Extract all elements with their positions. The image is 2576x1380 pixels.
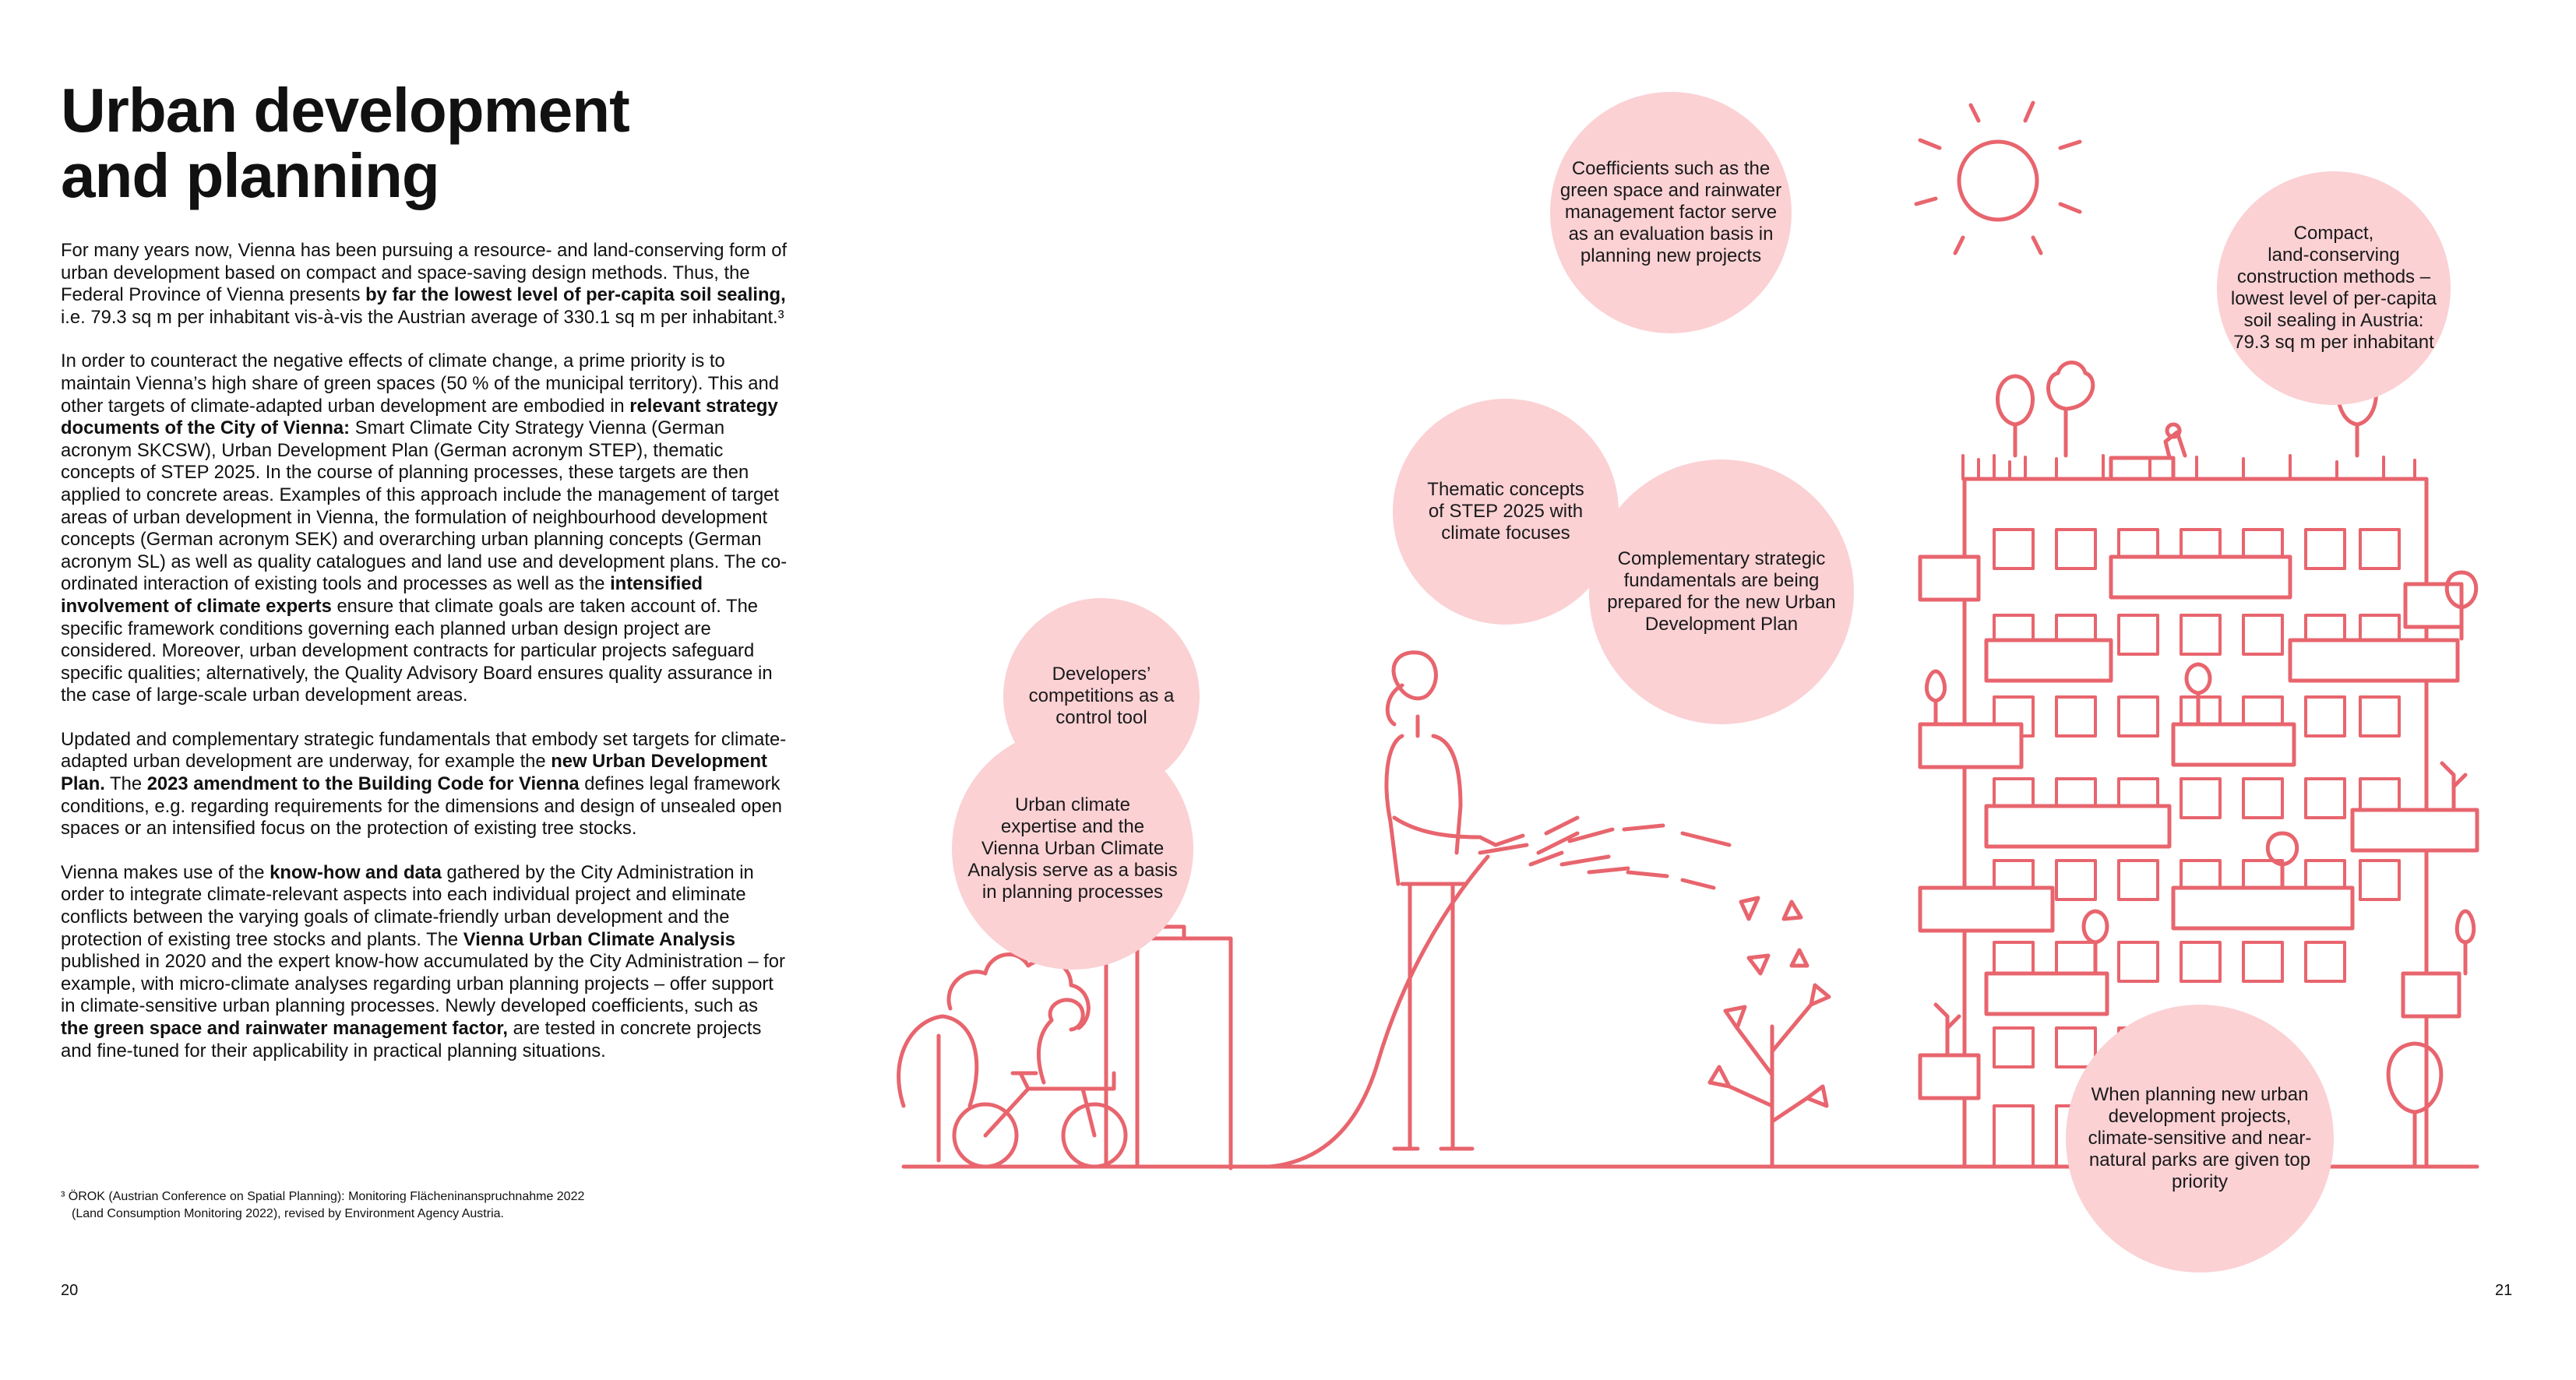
bubble-coefficients bbox=[1550, 92, 1792, 333]
bubble-text: construction methods – bbox=[2236, 266, 2431, 287]
bubble-text: Developers’ bbox=[1052, 664, 1151, 685]
bubble-text: control tool bbox=[1055, 707, 1147, 728]
bubble-text: expertise and the bbox=[1000, 816, 1145, 837]
sun-icon bbox=[1916, 103, 2080, 253]
bubble-text: natural parks are given top bbox=[2088, 1149, 2311, 1171]
text-run: Vienna makes use of the bbox=[61, 861, 270, 883]
text-run: In order to counteract the negative effects of climate change, a prime priority is to maintain Vienna’s high share of green spaces (50 % of the municipal territory). This and other targets of climate-adapted urban development are embodied in bbox=[61, 350, 779, 417]
text-run: defines legal framework conditions, e.g. regarding requirements for the dimensions and design of unsealed open spaces or an intensified focus on the protection of existing tree stocks. bbox=[61, 773, 783, 840]
bubble-text: management factor serve bbox=[1564, 202, 1778, 223]
text-run: ensure that climate goals are taken account of. The specific framework conditions governing each planned urban design project are considered. Moreover, urban development contracts for particular projects safeguard specific qualities; alternatively, the Quality Advisory Board ensures quality assurance in the case of large-scale urban development areas. bbox=[61, 595, 773, 706]
title-line-1: Urban development bbox=[61, 76, 629, 145]
bubble-text: Urban climate bbox=[1014, 794, 1131, 815]
bubble-urban-climate bbox=[952, 728, 1193, 970]
page-number-left: 20 bbox=[61, 1282, 79, 1299]
text-run: Updated and complementary strategic fundamentals that embody set targets for climate-adapted urban development are underway, for example the bbox=[61, 728, 787, 773]
bubble-thematic bbox=[1393, 399, 1619, 625]
bold-text: relevant strategy documents of the City of Vienna: bbox=[61, 395, 778, 439]
footnote-line-1: ³ ÖROK (Austrian Conference on Spatial Planning): Monitoring Flächeninanspruchnahme 2022 bbox=[61, 1190, 585, 1203]
bubble-parks bbox=[2066, 1005, 2334, 1273]
text-run: published in 2020 and the expert know-how accumulated by the City Administration – for example, with micro-climate analyses regarding urban planning projects – offer support in climate-sensitive urban planning processes. Newly developed coefficients, such as bbox=[61, 951, 785, 1017]
paragraph bbox=[61, 240, 788, 329]
bubble-text: climate-sensitive and near- bbox=[2088, 1128, 2312, 1149]
bubble-text: Compact, bbox=[2293, 223, 2374, 244]
bubble-text: soil sealing in Austria: bbox=[2243, 310, 2424, 331]
bubble-text: Coefficients such as the bbox=[1571, 158, 1771, 179]
title-line-2: and planning bbox=[61, 141, 439, 210]
bold-text: new Urban Development Plan. bbox=[61, 751, 767, 795]
bubble-text: fundamentals are being bbox=[1623, 570, 1820, 591]
bubble-text: planning new projects bbox=[1580, 245, 1762, 266]
page-number-right: 21 bbox=[2495, 1282, 2513, 1299]
bubble-text: When planning new urban bbox=[2091, 1084, 2309, 1105]
bubble-text: competitions as a bbox=[1028, 685, 1175, 706]
bubble-text: priority bbox=[2171, 1171, 2228, 1192]
bold-text: 2023 amendment to the Building Code for Vienna bbox=[146, 773, 580, 795]
bubble-text: development projects, bbox=[2108, 1106, 2292, 1127]
text-run: i.e. 79.3 sq m per inhabitant vis-à-vis the Austrian average of 330.1 sq m per inhabitant.³ bbox=[61, 306, 784, 328]
bubble-text: climate focuses bbox=[1441, 523, 1570, 544]
footnote bbox=[61, 1188, 762, 1223]
bubble-text: of STEP 2025 with bbox=[1428, 501, 1584, 522]
paragraph bbox=[61, 862, 788, 1062]
bubble-text: 79.3 sq m per inhabitant bbox=[2233, 332, 2434, 353]
bubble-text: land-conserving bbox=[2268, 245, 2400, 266]
bubble-text: green space and rainwater bbox=[1559, 180, 1782, 201]
bubble-text: Development Plan bbox=[1644, 614, 1799, 635]
bubble-text: Complementary strategic bbox=[1617, 548, 1826, 569]
paragraph bbox=[61, 350, 788, 707]
bubble-text: lowest level of per-capita bbox=[2230, 288, 2437, 309]
text-run: For many years now, Vienna has been pursuing a resource- and land-conserving form of urban development based on compact and space-saving design methods. Thus, the Federal Province of Vienna presents bbox=[61, 240, 788, 306]
bubble-compact bbox=[2217, 171, 2451, 405]
bold-text: Vienna Urban Climate Analysis bbox=[463, 928, 735, 950]
woman-watering-icon bbox=[1270, 653, 1729, 1167]
text-run: gathered by the City Administration in order to integrate climate-relevant aspects into each individual project and eliminate conflicts between the varying goals of climate-friendly urban development and the protection of existing tree stocks and plants. The bbox=[61, 861, 754, 950]
bubble-text: in planning processes bbox=[981, 882, 1164, 903]
text-run: are tested in concrete projects and fine-tuned for their applicability in practical planning situations. bbox=[61, 1018, 762, 1061]
bubble-text: Thematic concepts bbox=[1427, 479, 1584, 500]
footnote-line-2: (Land Consumption Monitoring 2022), revised by Environment Agency Austria. bbox=[72, 1207, 504, 1220]
plant-icon bbox=[1710, 898, 1829, 1167]
text-run: The bbox=[104, 773, 147, 795]
paragraph bbox=[61, 729, 788, 840]
bold-text: by far the lowest level of per-capita soil sealing, bbox=[365, 284, 786, 306]
page-title bbox=[61, 78, 762, 209]
body-text bbox=[61, 240, 788, 1084]
bubble-text: as an evaluation basis in bbox=[1568, 224, 1774, 245]
bold-text: know-how and data bbox=[270, 861, 442, 883]
bold-text: the green space and rainwater management factor, bbox=[61, 1018, 508, 1039]
bubble-complementary bbox=[1589, 459, 1854, 724]
bubble-text: prepared for the new Urban bbox=[1607, 592, 1836, 613]
bubble-text: Analysis serve as a basis bbox=[967, 860, 1178, 881]
text-run: Smart Climate City Strategy Vienna (German acronym SKCSW), Urban Development Plan (German acronym STEP), thematic concepts of STEP 2025. In the course of planning processes, these targets are then applied to concrete areas. Examples of this approach include the management of target areas of urban development in Vienna, the formulation of neighbourhood development concepts (German acronym SEK) and overarching urban planning concepts (German acronym SL) as well as quality catalogues and land use and development plans. The co-ordinated interaction of existing tools and processes as well as the bbox=[61, 417, 788, 595]
bold-text: intensified involvement of climate experts bbox=[61, 573, 703, 617]
bubble-text: Vienna Urban Climate bbox=[981, 838, 1165, 859]
